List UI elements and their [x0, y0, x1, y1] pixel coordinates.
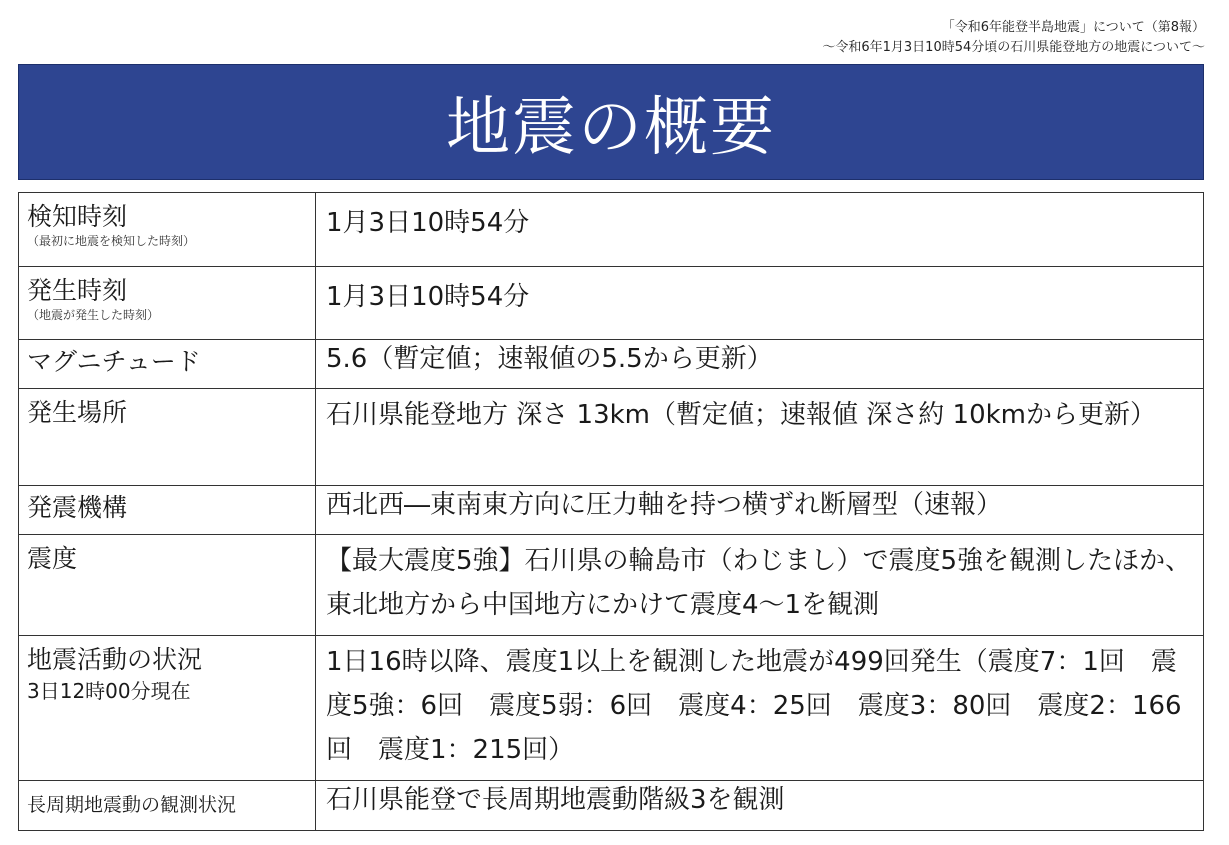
row-value: 1月3日10時54分 [326, 282, 530, 312]
row-value: 1日16時以降、震度1以上を観測した地震が499回発生（震度7：1回 震度5強：6回 震度5弱：6回 震度4：25回 震度3：80回 震度2：166回 震度1：215回） [326, 647, 1182, 765]
row-label: 発生場所 [27, 398, 128, 427]
row-sublabel: （最初に地震を検知した時刻） [27, 234, 196, 248]
row-value: 西北西―東南東方向に圧力軸を持つ横ずれ断層型（速報） [326, 490, 1003, 520]
row-value-cell [316, 535, 1204, 636]
row-sublabel: 3日12時00分現在 [27, 679, 191, 703]
row-value-cell [316, 636, 1204, 781]
table-row [19, 781, 1204, 831]
row-sublabel: （地震が発生した時刻） [27, 308, 160, 322]
row-value-cell [316, 389, 1204, 486]
row-label-cell [19, 340, 316, 389]
row-label-cell [19, 267, 316, 340]
row-label: 発震機構 [27, 493, 128, 522]
title-banner [18, 64, 1204, 180]
row-value-cell [316, 486, 1204, 535]
row-label-cell [19, 535, 316, 636]
report-header [822, 18, 1205, 58]
row-label: 地震活動の状況 [27, 645, 203, 674]
report-header-line1: 「令和6年能登半島地震」について（第8報） [941, 20, 1205, 35]
row-value-cell [316, 193, 1204, 267]
table-row [19, 193, 1204, 267]
row-label-cell [19, 193, 316, 267]
page-title: 地震の概要 [446, 91, 776, 165]
row-value-cell [316, 340, 1204, 389]
row-label-cell [19, 636, 316, 781]
report-header-line2: ～令和6年1月3日10時54分頃の石川県能登地方の地震について～ [822, 40, 1205, 55]
table-row [19, 535, 1204, 636]
row-label: 検知時刻 [27, 202, 128, 231]
row-label: 長周期地震動の観測状況 [27, 794, 237, 816]
table-row [19, 486, 1204, 535]
row-label: 発生時刻 [27, 276, 128, 305]
row-label: マグニチュード [27, 347, 201, 376]
table-row [19, 340, 1204, 389]
row-value: 【最大震度5強】石川県の輪島市（わじまし）で震度5強を観測したほか、東北地方から中国地方にかけて震度4～1を観測 [326, 546, 1192, 620]
table-row [19, 267, 1204, 340]
row-value: 1月3日10時54分 [326, 208, 530, 238]
earthquake-summary-table [18, 192, 1204, 831]
row-label-cell [19, 781, 316, 831]
row-value: 石川県能登で長周期地震動階級3を観測 [326, 785, 785, 815]
row-value-cell [316, 781, 1204, 831]
row-label-cell [19, 389, 316, 486]
row-value: 5.6（暫定値；速報値の5.5から更新） [326, 344, 773, 374]
row-label-cell [19, 486, 316, 535]
row-label: 震度 [27, 544, 78, 573]
row-value: 石川県能登地方 深さ 13km（暫定値；速報値 深さ約 10kmから更新） [326, 400, 1156, 430]
row-value-cell [316, 267, 1204, 340]
table-row [19, 636, 1204, 781]
table-row [19, 389, 1204, 486]
